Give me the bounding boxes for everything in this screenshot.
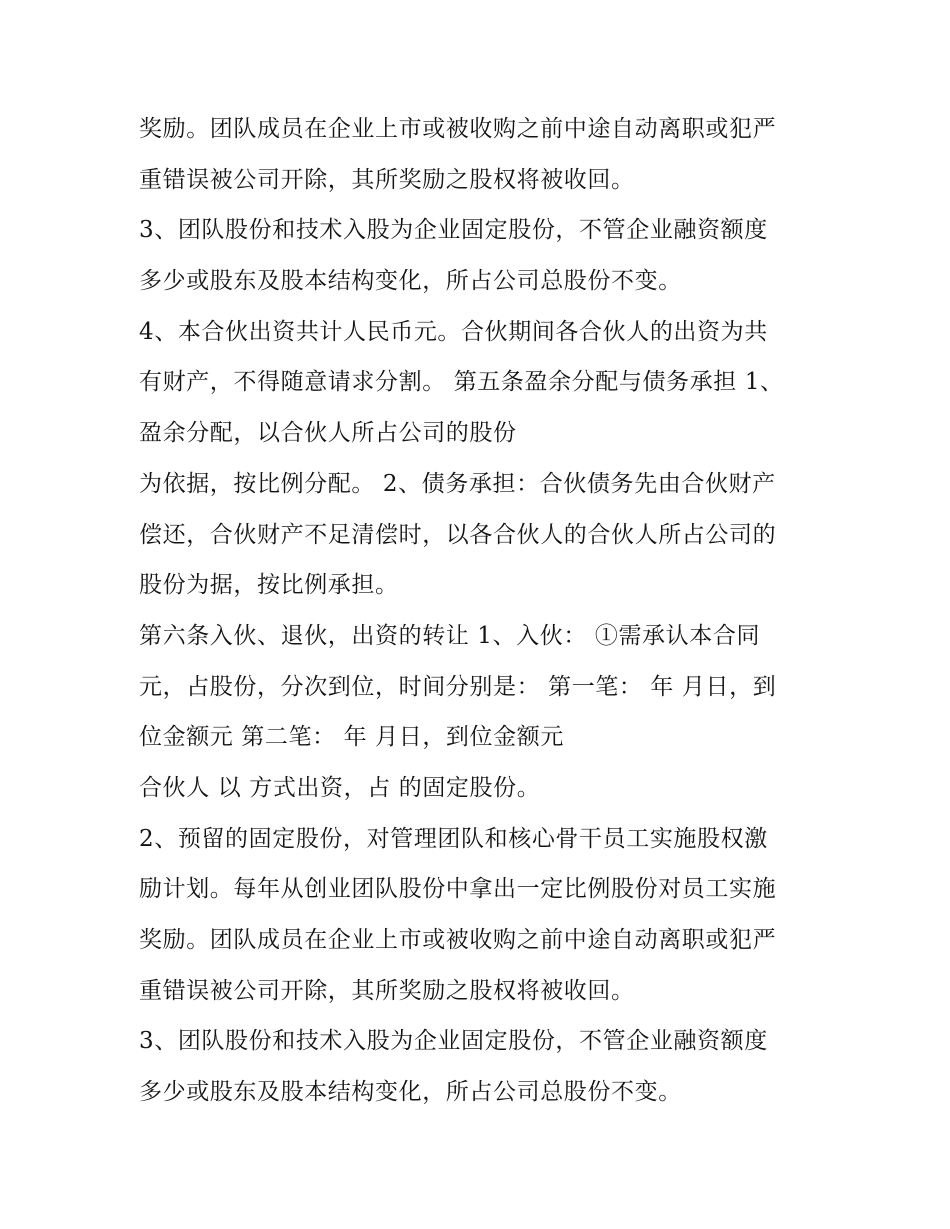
text-line: 第六条入伙、退伙，出资的转让 1、入伙： ①需承认本合同 bbox=[139, 622, 761, 649]
text-line: 有财产，不得随意请求分割。 第五条盈余分配与债务承担 1、 bbox=[139, 369, 784, 396]
text-line: 励计划。每年从创业团队股份中拿出一定比例股份对员工实施 bbox=[139, 876, 777, 903]
text-line: 重错误被公司开除，其所奖励之股权将被收回。 bbox=[139, 977, 635, 1004]
text-line: 股份为据，按比例承担。 bbox=[139, 572, 399, 599]
text-line: 3、团队股份和技术入股为企业固定股份，不管企业融资额度 bbox=[139, 1028, 768, 1055]
text-line: 位金额元 第二笔： 年 月日，到位金额元 bbox=[139, 724, 564, 751]
text-line: 4、本合伙出资共计人民币元。合伙期间各合伙人的出资为共 bbox=[139, 318, 768, 345]
text-line: 合伙人 以 方式出资，占 的固定股份。 bbox=[139, 774, 541, 801]
text-line: 为依据，按比例分配。 2、债务承担：合伙债务先由合伙财产 bbox=[139, 470, 776, 497]
text-line: 多少或股东及股本结构变化，所占公司总股份不变。 bbox=[139, 1079, 682, 1106]
text-line: 2、预留的固定股份，对管理团队和核心骨干员工实施股权激 bbox=[139, 825, 768, 852]
text-line: 偿还，合伙财产不足清偿时，以各合伙人的合伙人所占公司的 bbox=[139, 521, 777, 548]
text-line: 多少或股东及股本结构变化，所占公司总股份不变。 bbox=[139, 268, 682, 295]
text-line: 盈余分配，以合伙人所占公司的股份 bbox=[139, 420, 517, 447]
text-line: 奖励。团队成员在企业上市或被收购之前中途自动离职或犯严 bbox=[139, 116, 777, 142]
text-line: 3、团队股份和技术入股为企业固定股份，不管企业融资额度 bbox=[139, 217, 768, 244]
text-line: 奖励。团队成员在企业上市或被收购之前中途自动离职或犯严 bbox=[139, 927, 777, 953]
text-line: 元，占股份，分次到位，时间分别是： 第一笔： 年 月日，到 bbox=[139, 673, 777, 700]
text-line: 重错误被公司开除，其所奖励之股权将被收回。 bbox=[139, 166, 635, 193]
document-body bbox=[139, 104, 819, 1118]
